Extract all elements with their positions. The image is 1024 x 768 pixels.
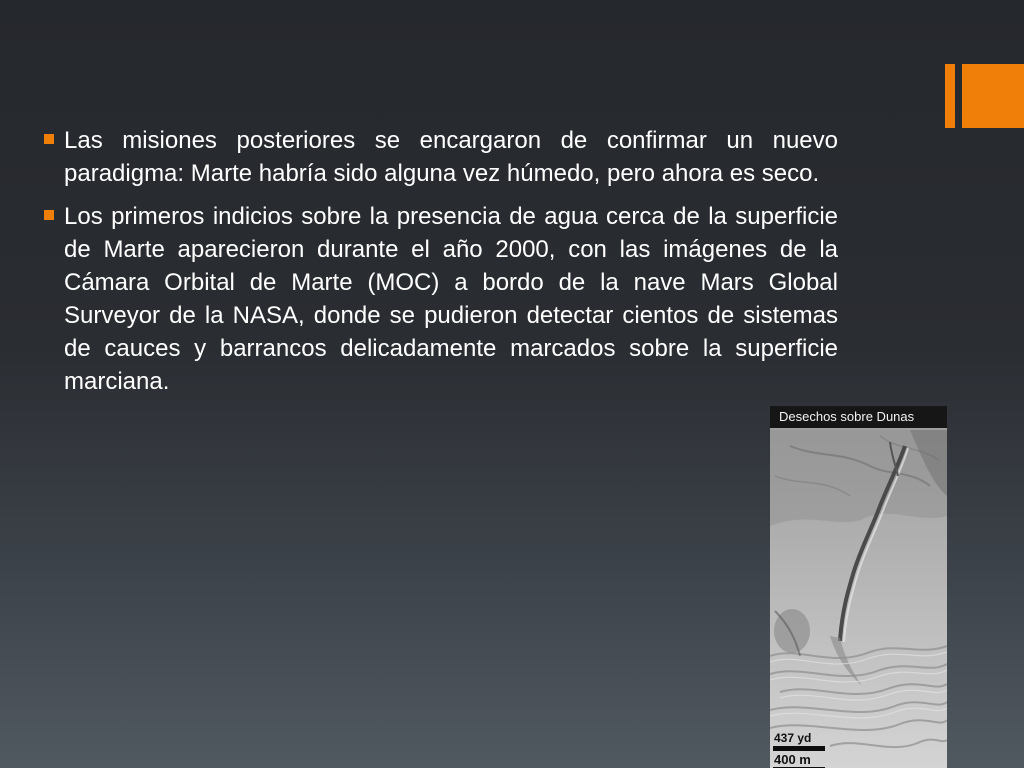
- bullet-text: Las misiones posteriores se encargaron de confirmar un nuevo paradigma: Marte habría sido alguna vez húmedo, pero ahora es seco.: [64, 127, 838, 187]
- scale-label-yards: 437 yd: [774, 731, 812, 745]
- bullet-item-1: [44, 124, 838, 190]
- mars-terrain-illustration: [770, 406, 947, 768]
- accent-bar-wide: [962, 64, 1024, 128]
- figure-caption: Desechos sobre Dunas: [770, 406, 947, 428]
- bullet-list: [44, 124, 838, 408]
- accent-bar-thin: [945, 64, 955, 128]
- bullet-text: Los primeros indicios sobre la presencia de agua cerca de la superficie de Marte aparecieron durante el año 2000, con las imágenes de la Cámara Orbital de Marte (MOC) a bordo de la nave Mars Global Surveyor de la NASA, donde se pudieron detectar cientos de sistemas de cauces y barrancos delicadamente marcados sobre la superficie marciana.: [64, 203, 838, 395]
- scale-label-meters: 400 m: [774, 752, 811, 767]
- mars-gully-image: [770, 406, 947, 768]
- square-bullet-icon: [44, 210, 54, 220]
- square-bullet-icon: [44, 134, 54, 144]
- scale-bar-yards: [773, 746, 825, 751]
- bullet-item-2: [44, 200, 838, 398]
